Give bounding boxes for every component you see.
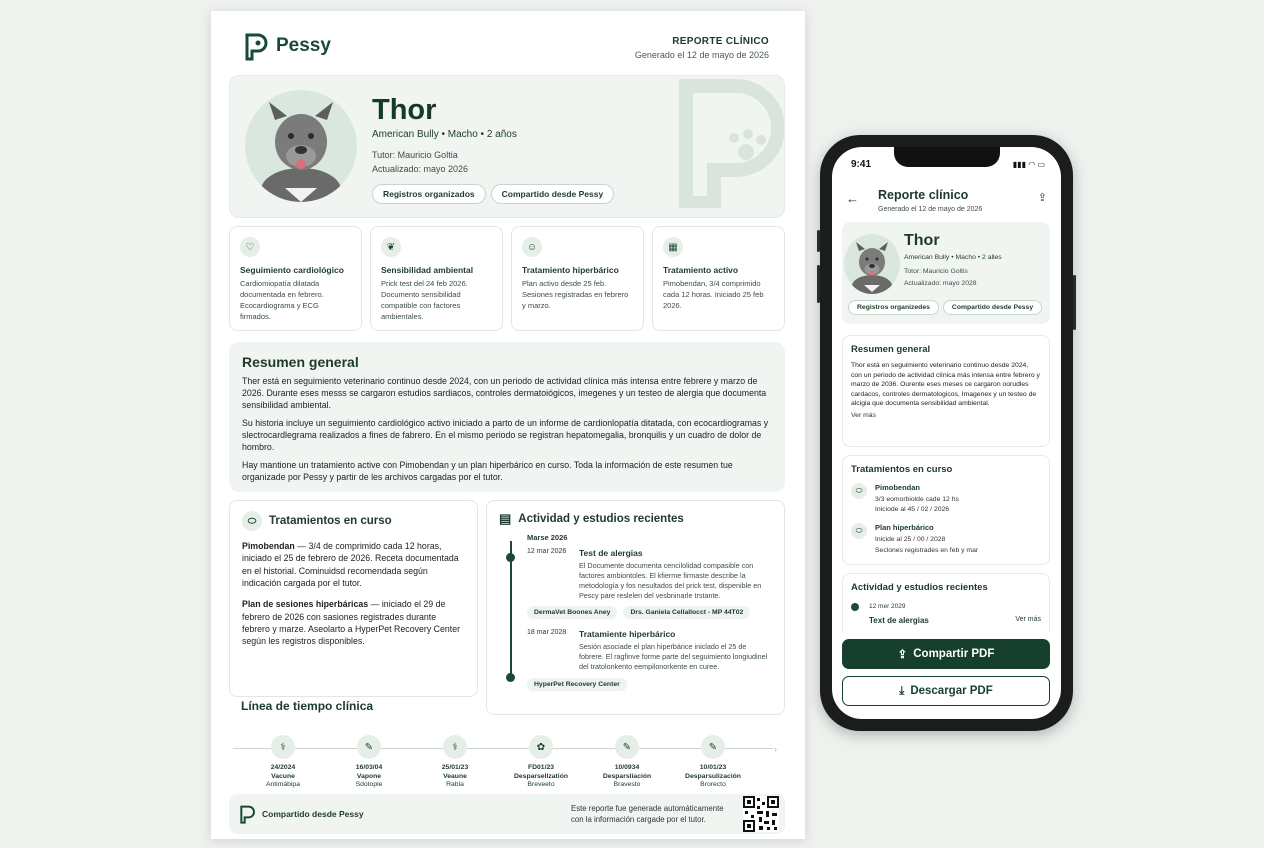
chip-organized-records: Registros organizedes [848,300,939,315]
wifi-icon: ◠ [1028,160,1036,169]
chip-organized-records: Registros organizados [372,184,486,204]
phone-activity-date [851,603,1041,610]
phone-pet-photo [844,234,900,294]
summary-paragraph: Su historia incluye un seguimiento cardiológico activo iniciado a parto de un informe de cardionlopatía ditatada, con ecocardiogramas y slectrocardlegrama realizados a fines de fabrero. En el mismo periodo se registran hepatomegalia, bronquilis y un cuadro de dolor de hombro. [242,417,769,452]
pill-icon: ⬭ [851,483,867,499]
brand [244,31,331,61]
pet-updated: Actualizado: mayo 2026 [372,164,469,174]
timeline-dot [506,673,515,682]
clinical-timeline-title: Línea de tiempo clínica [241,699,374,713]
report-header [635,36,769,60]
phone-side-button [817,265,820,303]
pen-icon: ✎ [615,735,639,759]
treatments-section [229,500,478,697]
pessy-logo-icon [239,804,257,824]
card-active-treatment [652,226,785,331]
pet-sex: Macho [447,129,478,140]
activity-title: Actividad y estudios recientes [518,513,684,525]
timeline-sublabel: Bravesto [613,781,641,788]
see-more-link[interactable]: Ver más [851,411,876,419]
summary-title: Resumen general [242,354,359,370]
phone-pet-tutor: Totor: Mauricio Goltis [904,268,968,275]
event-text: Sesión asociade el plan hiperbárice iniclado el 25 de fobrere. El ragfinve forme parte del seguimiento longiudinel del tratolonkento eempilonorkente en curee. [579,642,768,672]
phone-pet-updated: Actualizado: mayo 2028 [904,280,977,287]
phone-summary-text: Thor está en seguimiento veterinario continuo desde 2024, con un periodo de actividad clínica más intensa entre febrero y marzo de 2036. Ourente eses meses ce cargaron oorudles cardacos, controles dermatologicos, Imagenex y un testeo de alcigia que documenta sensibilidad ambiental. [851,362,1040,408]
timeline-date: 10/01/23 [699,764,727,771]
arrow-right-icon: › [774,744,777,754]
signal-icon: ▮▮▮ [1012,160,1026,169]
pet-chips [372,184,614,204]
pessy-watermark-icon [676,78,785,208]
timeline-label: Desparslíación [602,773,652,780]
timeline-date: FD01/23 [527,764,555,771]
activity-timeline [499,533,772,691]
chip-shared-from-pessy: Compartido desde Pessy [943,300,1042,315]
phone-pet-card [842,222,1050,324]
footer-note-line: Este reporte fue generade automáticamente [571,804,724,813]
timeline-sublabel: Sdotople [355,781,383,788]
share-icon: ⇪ [897,649,908,661]
treatment-text: — 3/4 de comprimido cada 12 horas, iniciado el 25 de febrero de 2026. Receta documentada en el historial. Cominuidsd recomendada según indicación cargada por el tutor. [242,541,459,588]
event-tag: Drs. Ganiela Cellallocct - MP 44T02 [623,606,750,619]
back-arrow-icon[interactable]: ← [846,191,859,206]
paw-icon: ✿ [529,735,553,759]
phone-pet-details: American Bully • Macho • 2 alles [904,254,1002,261]
phone-title: Reporte clínico [878,188,969,202]
heart-icon: ♡ [240,237,260,257]
phone-summary [842,335,1050,447]
card-cardiology [229,226,362,331]
timeline-sublabel: Antimábipa [265,781,300,788]
timeline-month: Marse 2026 [527,533,568,542]
clinical-report-document [211,11,805,839]
event-date: 12 mar 2026 [527,548,567,555]
treatment-item [242,540,465,589]
activity-date: 12 mer 2029 [869,603,906,610]
timeline-date: 16/03/04 [355,764,383,771]
summary-paragraph: Ther está en seguimiento veterinario continuo desde 2024, con un periodo de actividad clínica más intensa entre febrere y marzo de 2026. Durante eses messs se cargaron estudios sardiacos, controles dermatoiógicos, imegenes y un testeo de alergia que documenta sensibilidad ambiental. [242,376,767,410]
event-title: Test de alergias [579,548,643,558]
event-tag: DermaVet Boones Aney [527,606,617,619]
leaf-icon: ❦ [381,237,401,257]
treatments-header [242,511,465,531]
phone-treatments-title: Tratamientos en curso [851,464,953,475]
card-title: Sensibilidad ambiental [381,265,474,275]
footer-shared-label: Compartido desde Pessy [262,809,364,819]
card-hyperbaric [511,226,644,331]
event-tags [527,678,772,691]
footer-brand [239,804,364,824]
battery-icon: ▭ [1037,160,1045,169]
timeline-label: Desparsellzatión [513,773,569,780]
timeline-item [415,735,495,788]
timeline-items [243,735,753,788]
timeline-sublabel: Rabla [446,781,464,788]
timeline-line [510,541,512,681]
timeline-event [527,629,772,672]
phone-pet-name: Thor [904,232,940,249]
qr-code-icon[interactable] [743,796,779,832]
phone-screen [832,147,1061,719]
phone-notch [894,147,1000,167]
treatment-name: Pimobendan [242,541,295,551]
activity-section [486,500,785,715]
timeline-item [329,735,409,788]
phone-treatment-item[interactable] [851,523,1041,555]
syringe-icon: ⚕ [443,735,467,759]
event-tag: HyperPet Recovery Center [527,678,627,691]
treatment-line: Inicide al 25 / 00 / 2028 [875,536,946,544]
phone-side-button [1073,275,1076,330]
treatment-name: Pimobendan [875,483,921,492]
share-icon[interactable]: ⇪ [1037,192,1047,204]
timeline-event [527,548,772,601]
highlight-cards [229,226,785,331]
pen-icon: ✎ [357,735,381,759]
timeline-label: Vapone [356,773,382,780]
status-time: 9:41 [851,159,872,170]
phone-pet-chips [848,300,1042,315]
card-text: Pimobendan, 3/4 comprimido cada 12 horas. Iniciado 25 feb 2026. [663,279,764,310]
treatment-item [242,598,465,647]
pet-tutor: Tutor: Mauricio Goltia [372,150,458,160]
timeline-label: Veaune [443,773,467,780]
download-pdf-button[interactable] [842,676,1050,706]
timeline-dot [851,603,859,611]
see-more-link[interactable]: Ver más [1015,616,1041,623]
pill-icon: ⬭ [242,511,262,531]
card-sensitivity [370,226,503,331]
card-title: Tratamiento hiperbárico [522,265,619,275]
phone-treatment-item[interactable] [851,483,1041,515]
timeline-item [673,735,753,788]
share-pdf-label: Compartir PDF [913,648,995,660]
smile-icon: ☺ [522,237,542,257]
pet-age: 2 años [486,129,517,140]
general-summary [229,342,785,492]
timeline-date: 10/0934 [614,764,640,771]
timeline-dot [506,553,515,562]
activity-header [499,511,772,527]
download-icon: ⤓ [899,684,905,697]
phone-side-button [817,230,820,252]
summary-paragraph: Hay mantione un tratamiento active con Pimobendan y un plan hiperbárico en curso. Toda la información de este resumen tue organizade por Pessy y partir de les archivos cargadas por el tutor. [242,459,733,482]
clinical-timeline [229,693,785,798]
pet-breed: American Bully [372,129,439,140]
pessy-logo-icon [244,31,270,61]
timeline-sublabel: Brorecto [700,781,726,788]
event-tags [527,606,772,619]
footer-note [571,803,724,826]
pet-hero-card [229,75,785,218]
phone-treatments [842,455,1050,565]
status-icons [1013,160,1045,169]
footer-note-line: con la información cargade por el tutor. [571,815,706,825]
pet-name: Thor [372,94,437,126]
calendar-icon: ▦ [663,237,683,257]
timeline-label: Vacune [271,773,295,780]
pet-details: American Bully • Macho • 2 años [372,129,517,140]
phone-activity-title: Actividad y estudios recientes [851,582,988,593]
pen-icon: ✎ [701,735,725,759]
card-title: Seguimiento cardiológico [240,265,344,275]
report-footer [229,794,785,834]
treatments-title: Tratamientos en curso [269,515,392,527]
pet-photo [245,90,357,202]
report-title: REPORTE CLÍNICO [672,36,769,47]
phone-activity-row[interactable] [851,616,1041,625]
event-date: 18 mar 2028 [527,629,567,637]
phone-subtitle: Generado el 12 de mayo de 2026 [878,206,983,213]
timeline-item [243,735,323,788]
event-title: Tratamiente hiperbárico [579,629,676,640]
timeline-item [501,735,581,788]
download-pdf-label: Descargar PDF [910,685,993,697]
brand-name: Pessy [276,35,331,56]
card-text: Cardiomiopatía dilatada documentada en febrero. Ecocardiograma y ECG firmados. [240,279,324,321]
timeline-item [587,735,667,788]
card-text: Plan activo desde 25 feb. Sesiones registradas en febrero y marzo. [522,279,629,310]
treatment-line: Iniciode al 45 / 02 / 2026 [875,506,950,514]
card-text: Prick test del 24 feb 2026. Documento sensibilidad compatible con factores ambientales. [381,279,468,321]
syringe-icon: ⚕ [271,735,295,759]
timeline-sublabel: Breveeto [527,781,555,788]
report-date: Generado el 12 de mayo de 2026 [634,50,769,60]
phone-summary-title: Resumen general [851,344,931,355]
card-title: Tratamiento activo [663,265,739,275]
phone-activity [842,573,1050,633]
timeline-date: 25/01/23 [441,764,469,771]
phone-device [820,135,1073,731]
treatment-name: Plan de sesiones hiperbáricas [242,599,369,610]
share-pdf-button[interactable] [842,639,1050,669]
timeline-date: 24/2024 [270,764,296,771]
treatment-line: Seclones registrades en feb y mar [875,546,979,554]
treatment-text: — iniciado el 29 de febrero de 2026 con sasiones registrades durante febrero y marze. Aseolarto a HyperPet Recovery Center según les registros disponibles. [242,599,461,647]
timeline-label: Desparsulización [685,773,741,780]
clipboard-icon: ▤ [499,511,512,526]
event-text: El Documente documenta cencilolidad compasible con factores ambiontoles. El kfierme firmaste describe la metodología y fos nesultados del prick test, dispenible en Pescy pare reslelen del vesbninarle trstante. [579,561,762,601]
treatment-name: Plan hiperbárico [875,523,934,533]
activity-item: Text de alergias [869,616,929,625]
pill-icon: ⬭ [851,523,867,539]
treatment-line: 3/3 eomorbiolde cade 12 hs [875,496,959,503]
chip-shared-from-pessy: Compartido desde Pessy [491,184,615,204]
